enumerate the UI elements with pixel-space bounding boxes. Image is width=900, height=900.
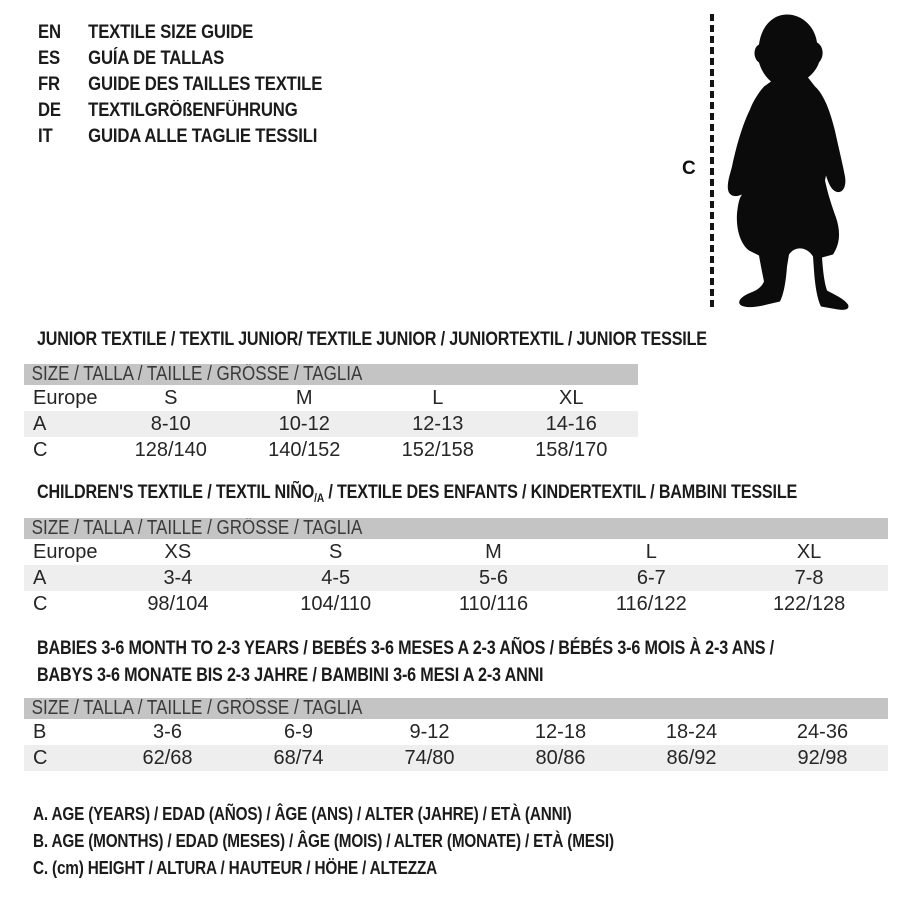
size-cell: 104/110 (300, 592, 372, 615)
footnotes (33, 801, 716, 882)
section-title-line2: BABYS 3-6 MONATE BIS 2-3 JAHRE / BAMBINI 3-6 MESI A 2-3 ANNI (37, 665, 544, 686)
size-header-band (24, 518, 888, 539)
row-label: Europe (33, 386, 98, 409)
row-label: A (33, 566, 47, 589)
section-title-suffix: / TEXTILE DES ENFANTS / KINDERTEXTIL / BAMBINI TESSILE (324, 482, 798, 503)
row-label: C (33, 746, 48, 769)
size-cell: 4-5 (321, 566, 351, 589)
row-label: A (33, 412, 47, 435)
language-code: IT (38, 126, 53, 147)
section-title-junior: JUNIOR TEXTILE / TEXTIL JUNIOR/ TEXTILE JUNIOR / JUNIORTEXTIL / JUNIOR TESSILE (37, 329, 707, 350)
language-code: EN (38, 22, 61, 43)
size-cell: 10-12 (278, 412, 330, 435)
language-row-de (38, 98, 322, 124)
section-title-subscript: /A (314, 491, 325, 505)
size-cell: 12-18 (534, 720, 587, 743)
size-cell: 9-12 (409, 720, 450, 743)
size-cell: 110/116 (458, 592, 529, 615)
size-cell: M (295, 386, 313, 409)
size-cell: 14-16 (545, 412, 597, 435)
row-label: C (33, 438, 48, 461)
section-title-children (37, 479, 797, 512)
size-cell: M (485, 540, 502, 563)
language-label: TEXTILE SIZE GUIDE (88, 22, 254, 43)
size-header-band (24, 364, 638, 385)
table-row-age-years (24, 411, 638, 437)
size-cell: 74/80 (404, 746, 455, 769)
language-code: FR (38, 74, 60, 95)
row-label: B (33, 720, 47, 743)
size-cell: 8-10 (150, 412, 191, 435)
size-cell: 62/68 (142, 746, 193, 769)
row-label: C (33, 592, 48, 615)
size-header-text: SIZE / TALLA / TAILLE / GRÖSSE / TAGLIA (31, 364, 363, 385)
size-cell: 68/74 (273, 746, 324, 769)
size-cell: 18-24 (665, 720, 718, 743)
size-cell: 3-6 (153, 720, 182, 743)
size-cell: XS (164, 540, 192, 563)
size-cell: S (164, 386, 178, 409)
language-label: GUIDA ALLE TAGLIE TESSILI (88, 126, 318, 147)
size-cell: 128/140 (134, 438, 207, 461)
section-title-prefix: CHILDREN'S TEXTILE / TEXTIL NIÑO (37, 482, 315, 503)
table-row-height (24, 437, 638, 463)
size-header-text: SIZE / TALLA / TAILLE / GRÖSSE / TAGLIA (31, 698, 363, 719)
language-row-es (38, 46, 322, 72)
footnote-height: C. (cm) HEIGHT / ALTURA / HAUTEUR / HÖHE / ALTEZZA (33, 858, 438, 878)
size-cell: 122/128 (772, 592, 846, 615)
size-cell: L (432, 386, 444, 409)
size-cell: S (329, 540, 343, 563)
size-cell: 12-13 (412, 412, 464, 435)
size-cell: 140/152 (268, 438, 341, 461)
size-cell: 116/122 (615, 592, 687, 615)
language-guide-list (38, 20, 361, 150)
table-row-age-years (24, 565, 888, 591)
table-row-height (24, 591, 888, 617)
babies-size-table (24, 698, 888, 771)
size-cell: 6-7 (636, 566, 666, 589)
language-label: TEXTILGRÖßENFÜHRUNG (88, 100, 298, 121)
size-header-band (24, 698, 888, 719)
size-cell: 3-4 (163, 566, 193, 589)
section-title-line1: BABIES 3-6 MONTH TO 2-3 YEARS / BEBÉS 3-6 MESES A 2-3 AÑOS / BÉBÉS 3-6 MOIS À 2-3 ANS / (37, 638, 774, 659)
baby-silhouette (727, 13, 855, 310)
language-code: ES (38, 48, 60, 69)
size-cell: XL (796, 540, 822, 563)
section-title-babies (37, 635, 774, 689)
language-row-it (38, 124, 322, 150)
language-row-en (38, 20, 322, 46)
language-code: DE (38, 100, 61, 121)
size-cell: L (645, 540, 657, 563)
footnote-age-years: A. AGE (YEARS) / EDAD (AÑOS) / ÂGE (ANS) / ALTER (JAHRE) / ETÀ (ANNI) (33, 804, 572, 824)
size-cell: 5-6 (479, 566, 508, 589)
size-cell: 92/98 (797, 746, 848, 769)
size-cell: XL (559, 386, 584, 409)
size-cell: 24-36 (796, 720, 849, 743)
language-label: GUIDE DES TAILLES TEXTILE (88, 74, 323, 95)
height-measure-label: C (682, 158, 696, 179)
size-cell: 80/86 (535, 746, 586, 769)
height-dotted-line (710, 14, 714, 311)
footnote-age-months: B. AGE (MONTHS) / EDAD (MESES) / ÂGE (MOIS) / ALTER (MONATE) / ETÀ (MESI) (33, 831, 614, 851)
size-cell: 6-9 (284, 720, 313, 743)
junior-size-table (24, 364, 638, 463)
row-label: Europe (33, 540, 98, 563)
table-row-europe (24, 539, 888, 565)
children-size-table (24, 518, 888, 617)
size-header-text: SIZE / TALLA / TAILLE / GRÖSSE / TAGLIA (31, 518, 363, 539)
language-row-fr (38, 72, 322, 98)
table-row-age-months (24, 719, 888, 745)
size-cell: 152/158 (401, 438, 474, 461)
size-cell: 98/104 (147, 592, 209, 615)
size-cell: 86/92 (666, 746, 717, 769)
language-label: GUÍA DE TALLAS (88, 48, 225, 69)
size-cell: 7-8 (794, 566, 824, 589)
table-row-height (24, 745, 888, 771)
table-row-europe (24, 385, 638, 411)
size-cell: 158/170 (535, 438, 608, 461)
